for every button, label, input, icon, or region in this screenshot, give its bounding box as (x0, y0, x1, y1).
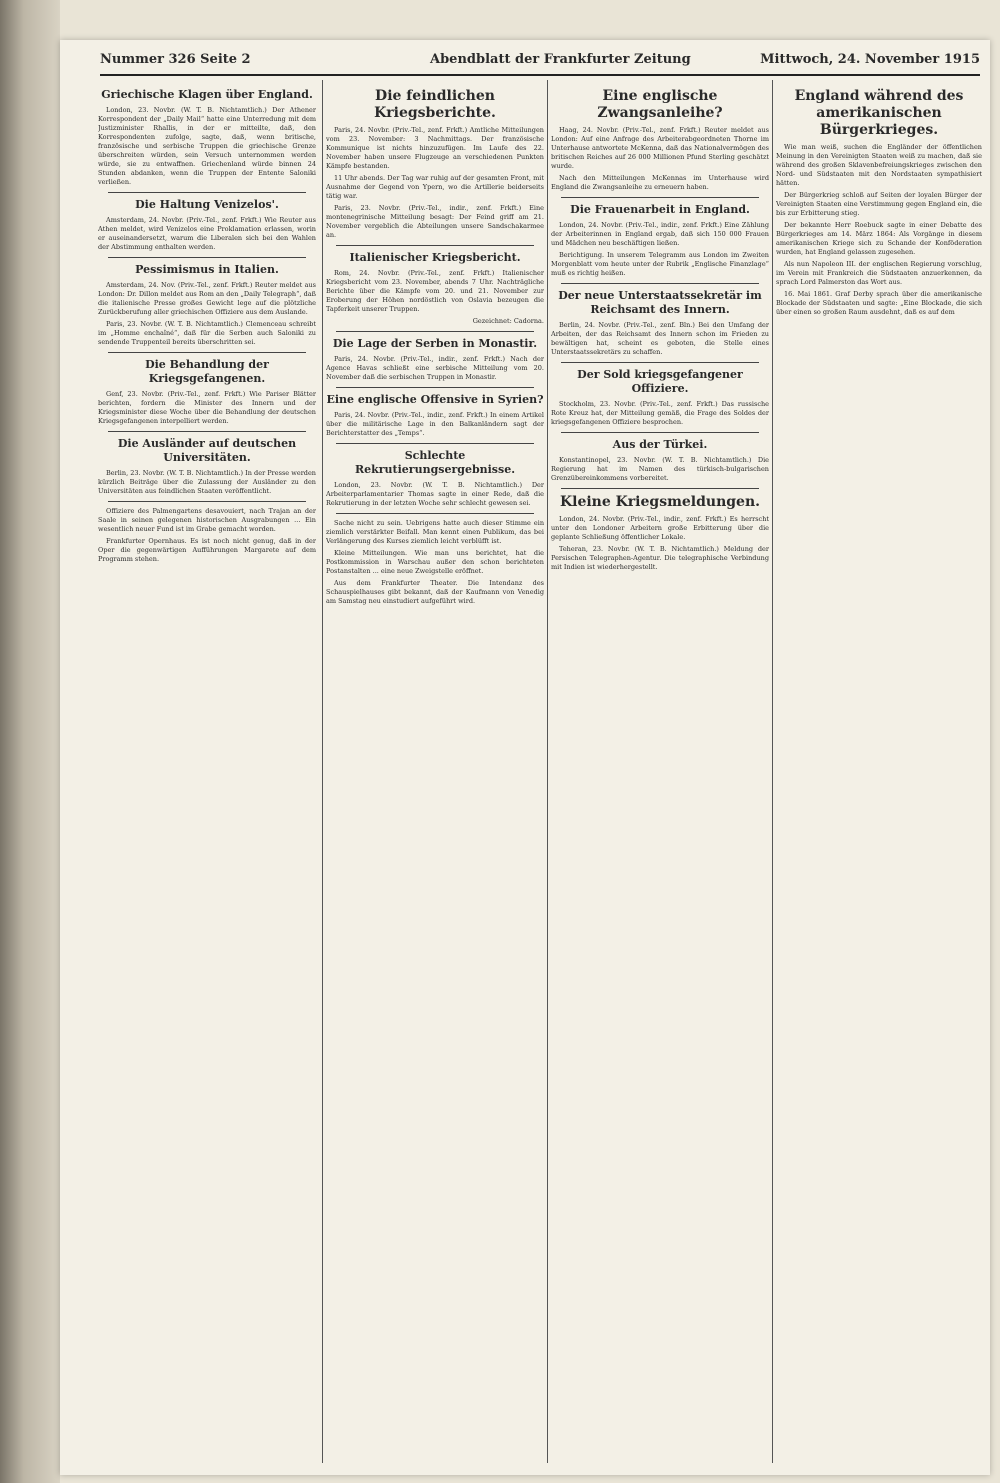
feuilleton-text: Offiziere des Palmengartens desavouiert, nach Trajan an der Saale in seinen gelegenen historischen Ausgrabungen ... Ein wesentlich neuer Fund ist im Grabe gemacht worden. (98, 507, 316, 533)
column-rule (322, 80, 323, 1463)
column-4 (776, 84, 982, 1465)
page-number: Nummer 326 Seite 2 (100, 52, 251, 67)
article-text: Konstantinopel, 23. Novbr. (W. T. B. Nichtamtlich.) Die Regierung hat im Namen des türkisch-bulgarischen Grenzübereinkommens vorbereitet. (551, 456, 769, 482)
article-text: Genf, 23. Novbr. (Priv.-Tel., zenf. Frkft.) Wie Pariser Blätter berichten, fordern die Minister des Innern und der Kriegsminister diese Woche über die Behandlung der deutschen Kriegsgefangenen interpelliert werden. (98, 390, 316, 425)
article-heading: Der Sold kriegsgefangener Offiziere. (577, 368, 743, 395)
article-text: Als nun Napoleon III. der englischen Regierung vorschlug, im Verein mit Frankreich die Südstaaten anzuerkennen, da sprach Lord Palmerston das Wort aus. (776, 260, 982, 286)
divider (108, 257, 306, 258)
divider (336, 513, 534, 514)
article-text: 11 Uhr abends. Der Tag war ruhig auf der gesamten Front, mit Ausnahme der Gegend von Ypern, wo die Artillerie beiderseits tätig war. (326, 174, 544, 200)
divider (336, 443, 534, 444)
divider (561, 197, 759, 198)
article-heading: Die feindlichen Kriegsberichte. (374, 88, 496, 121)
article-text: Amsterdam, 24. Novbr. (Priv.-Tel., zenf. Frkft.) Wie Reuter aus Athen meldet, wird Venizelos eine Proklamation erlassen, worin er auseinandersetzt, warum die Liberalen sich bei den Wahlen der Abstimmung enthalten werden. (98, 216, 316, 251)
column-3 (551, 84, 769, 1465)
article-heading: Aus der Türkei. (612, 438, 708, 451)
article-heading: Eine englische Offensive in Syrien? (326, 393, 544, 406)
article-text: London, 24. Novbr. (Priv.-Tel., indir., zenf. Frkft.) Eine Zählung der Arbeiterinnen in England ergab, daß sich 150 000 Frauen und Mädchen neu beschäftigen ließen. (551, 221, 769, 247)
feuilleton-text: Frankfurter Opernhaus. Es ist noch nicht genug, daß in der Oper die gegenwärtigen Aufführungen Margarete auf dem Programm stehen. (98, 537, 316, 563)
article-text: 16. Mai 1861. Graf Derby sprach über die amerikanische Blockade der Südstaaten und sagte: „Eine Blockade, die sich über einen so großen Raum ausdehnt, daß es auf dem (776, 290, 982, 316)
divider (336, 387, 534, 388)
article-text: Der bekannte Herr Roebuck sagte in einer Debatte des Bürgerkrieges am 14. März 1864: Als Vorgänge in diesem amerikanischen Kriege sich zu Schande der Konföderation wurden, hat England gelassen zugesehen. (776, 221, 982, 256)
article-heading: Griechische Klagen über England. (101, 88, 313, 101)
article-text: Paris, 23. Novbr. (Priv.-Tel., indir., zenf. Frkft.) Eine montenegrinische Mitteilung besagt: Der Feind griff am 21. November vergeblich die Abteilungen unsere Sandschakarmee an. (326, 204, 544, 239)
article-text: Amsterdam, 24. Nov. (Priv.-Tel., zenf. Frkft.) Reuter meldet aus London: Dr. Dillon meldet aus Rom an den „Daily Telegraph“, daß die italienische Presse großes Gewicht lege auf die plötzliche Zurückberufung aller griechischen Offiziere aus dem Auslande. (98, 281, 316, 316)
article-heading: Die Ausländer auf deutschen Universitäten. (117, 437, 297, 464)
article-heading: Italienischer Kriegsbericht. (349, 251, 521, 264)
article-heading: Pessimismus in Italien. (135, 263, 279, 276)
article-heading: Die Behandlung der Kriegsgefangenen. (145, 358, 269, 385)
feuilleton-text: Kleine Mitteilungen. Wie man uns berichtet, hat die Postkommission in Warschau außer den schon berichteten Postanstalten ... eine neue Zweigstelle eröffnet. (326, 549, 544, 575)
feuilleton-text: Aus dem Frankfurter Theater. Die Intendanz des Schauspielhauses gibt bekannt, daß der Kaufmann von Venedig am Samstag neu einstudiert aufgeführt wird. (326, 579, 544, 605)
article-text: Haag, 24. Novbr. (Priv.-Tel., zenf. Frkft.) Reuter meldet aus London: Auf eine Anfrage des Arbeiterabgeordneten Thorne im Unterhause antwortete McKenna, daß das Nationalvermögen des britischen Reiches auf 26 000 Millionen Pfund Sterling geschätzt wurde. (551, 126, 769, 170)
article-heading: England während des amerikanischen Bürgerkrieges. (794, 88, 964, 138)
column-rule (772, 80, 773, 1463)
divider (336, 245, 534, 246)
article-text: Paris, 23. Novbr. (W. T. B. Nichtamtlich.) Clemenceau schreibt im „Homme enchaîné“, daß für die Serben auch Saloniki zu sendende Truppenteil bereits überschritten sei. (98, 320, 316, 346)
article-text: London, 23. Novbr. (W. T. B. Nichtamtlich.) Der Arbeiterparlamentarier Thomas sagte in einer Rede, daß die Rekrutierung in der letzten Woche sehr schlecht gewesen sei. (326, 481, 544, 507)
newspaper-title: Abendblatt der Frankfurter Zeitung (430, 52, 691, 67)
masthead (100, 48, 980, 76)
divider (561, 488, 759, 489)
newspaper-page (60, 40, 990, 1475)
article-text: Berlin, 24. Novbr. (Priv.-Tel., zenf. Bln.) Bei den Umfang der Arbeiten, der das Reichsamt des Innern schon im Frieden zu bewältigen hat, scheint es geboten, die Stelle eines Unterstaatssekretärs zu schaffen. (551, 321, 769, 356)
divider (108, 192, 306, 193)
article-text: Berichtigung. In unserem Telegramm aus London im Zweiten Morgenblatt vom heute unter der Rubrik „Englische Finanzlage“ muß es richtig heißen. (551, 251, 769, 277)
article-heading: Der neue Unterstaatssekretär im Reichsamt des Innern. (558, 289, 762, 316)
issue-date: Mittwoch, 24. November 1915 (760, 52, 980, 67)
feuilleton-text: Sache nicht zu sein. Uebrigens hatte auch dieser Stimme ein ziemlich verstärkter Beifall. Man kennt einen Publikum, das bei Verlängerung des Kurses ziemlich leicht verblüfft ist. (326, 519, 544, 545)
article-text: Paris, 24. Novbr. (Priv.-Tel., indir., zenf. Frkft.) In einem Artikel über die militärische Lage in den Balkanländern sagt der Berichterstatter des „Temps“. (326, 411, 544, 437)
article-heading: Die Frauenarbeit in England. (570, 203, 750, 216)
article-heading: Die Haltung Venizelos'. (135, 198, 279, 211)
article-heading: Eine englische Zwangsanleihe? (597, 88, 723, 121)
article-text: Nach den Mitteilungen McKennas im Unterhause wird England die Zwangsanleihe zu erneuern haben. (551, 174, 769, 191)
divider (561, 432, 759, 433)
column-2 (326, 84, 544, 1465)
article-text: Der Bürgerkrieg schloß auf Seiten der loyalen Bürger der Vereinigten Staaten eine Verstimmung gegen England ein, die bis zur Erbitterung stieg. (776, 191, 982, 217)
article-text: Rom, 24. Novbr. (Priv.-Tel., zenf. Frkft.) Italienischer Kriegsbericht vom 23. November, abends 7 Uhr. Nachträgliche Berichte über die Kämpfe vom 20. und 21. November zur Eroberung der Höhen nordöstlich von Oslavia bezeugen die Tapferkeit unserer Truppen. (326, 269, 544, 313)
divider (561, 362, 759, 363)
divider (561, 283, 759, 284)
column-rule (547, 80, 548, 1463)
column-1 (98, 84, 316, 1465)
divider (108, 501, 306, 502)
divider (108, 352, 306, 353)
article-text: London, 23. Novbr. (W. T. B. Nichtamtlich.) Der Athener Korrespondent der „Daily Mail“ hatte eine Unterredung mit dem Justizminister Rhallis, in der er mitteilte, daß, den Korrespondenten zufolge, sagte, daß, wenn britische, französische und serbische Truppen die griechische Grenze überschreiten würden, sein Versuch unternommen werden würde, sie zu entwaffnen. Griechenland würde binnen 24 Stunden abdanken, wenn die Truppen der Entente Saloniki verließen. (98, 106, 316, 186)
signature: Gezeichnet: Cadorna. (472, 317, 544, 325)
article-heading: Schlechte Rekrutierungsergebnisse. (354, 449, 516, 476)
divider (336, 331, 534, 332)
article-text: Paris, 24. Novbr. (Priv.-Tel., indir., zenf. Frkft.) Nach der Agence Havas schließt eine serbische Mitteilung vom 20. November daß die serbischen Truppen in Monastir. (326, 355, 544, 381)
article-text: Stockholm, 23. Novbr. (Priv.-Tel., zenf. Frkft.) Das russische Rote Kreuz hat, der Mitteilung gemäß, die Frage des Soldes der kriegsgefangenen Offiziere besprochen. (551, 400, 769, 426)
article-text: Teheran, 23. Novbr. (W. T. B. Nichtamtlich.) Meldung der Persischen Telegraphen-Agentur. Die telegraphische Verbindung mit Indien ist wiederhergestellt. (551, 545, 769, 571)
article-heading: Kleine Kriegsmeldungen. (559, 494, 761, 510)
article-text: Wie man weiß, suchen die Engländer der öffentlichen Meinung in den Vereinigten Staaten weiß zu machen, daß sie während des großen Sklavenbefreiungskrieges zwischen den Nord- und Südstaaten mit den Nordstaaten sympathisiert hätten. (776, 143, 982, 187)
book-spine (0, 0, 60, 1483)
article-heading: Die Lage der Serben in Monastir. (332, 337, 538, 350)
article-text: London, 24. Novbr. (Priv.-Tel., indir., zenf. Frkft.) Es herrscht unter den Londoner Arbeitern große Erbitterung über die geplante Schließung öffentlicher Lokale. (551, 515, 769, 541)
article-text: Berlin, 23. Novbr. (W. T. B. Nichtamtlich.) In der Presse werden kürzlich Beiträge über die Zulassung der Ausländer zu den Universitäten aus feindlichen Staaten veröffentlicht. (98, 469, 316, 495)
divider (108, 431, 306, 432)
article-text: Paris, 24. Novbr. (Priv.-Tel., zenf. Frkft.) Amtliche Mitteilungen vom 23. November: 3 Nachmittags. Der französische Kommunique ist nichts hinzuzufügen. Im Laufe des 22. November haben unsere Flugzeuge an verschiedenen Punkten Kämpfe bestanden. (326, 126, 544, 170)
